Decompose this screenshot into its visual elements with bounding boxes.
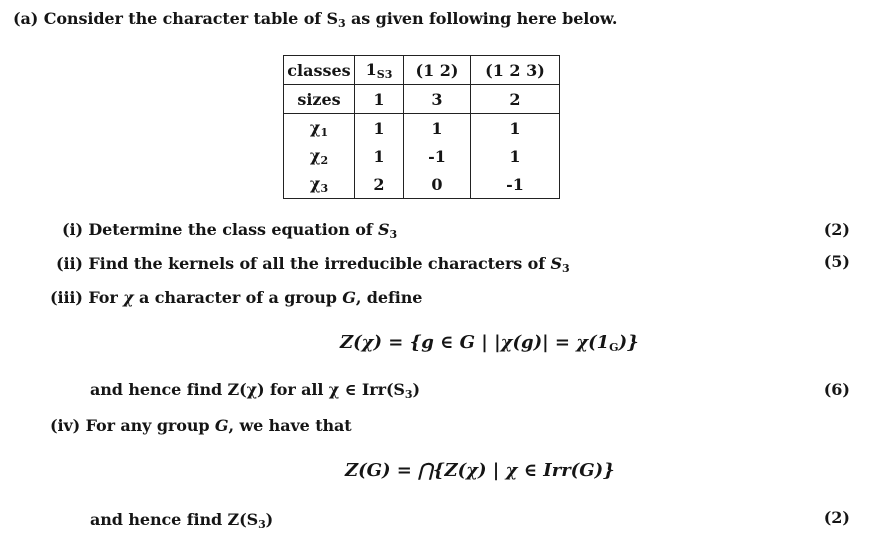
part-label: (ii)	[56, 254, 83, 273]
part-math: S	[378, 220, 390, 239]
question-label: (a)	[13, 9, 39, 28]
question-intro	[13, 9, 617, 30]
part-text: For any group	[85, 416, 215, 435]
part-subscript: 3	[389, 228, 398, 241]
part-text: and hence find Z(χ) for all χ ∈ Irr(S	[90, 380, 405, 399]
part-math: G	[214, 416, 229, 435]
table-row	[284, 114, 560, 143]
part-text: )	[265, 510, 274, 529]
part-iii	[50, 288, 422, 307]
part-text: , we have that	[228, 416, 352, 435]
character-label: $\chi_2$	[284, 142, 355, 170]
intro-tail: as given following here below.	[345, 9, 618, 28]
part-iv-hence	[90, 510, 273, 531]
part-math: S	[550, 254, 562, 273]
part-math: χ	[123, 288, 134, 307]
part-math: G	[342, 288, 356, 307]
table-cell: 2	[471, 85, 560, 114]
character-table	[283, 55, 560, 199]
table-cell: -1	[404, 142, 471, 170]
part-subscript: 3	[258, 518, 266, 531]
part-label: (i)	[62, 220, 83, 239]
table-cell: 3	[404, 85, 471, 114]
marks-part-iii: (6)	[823, 380, 850, 399]
table-cell: 2	[355, 170, 404, 199]
table-header-row	[284, 56, 560, 85]
table-cell: 1	[355, 142, 404, 170]
part-iv	[50, 416, 352, 435]
table-cell: 1	[404, 114, 471, 143]
part-subscript: 3	[561, 262, 570, 275]
part-text: , define	[355, 288, 423, 307]
part-label: (iii)	[50, 288, 83, 307]
part-text: Determine the class equation of	[88, 220, 379, 239]
marks-part-iv: (2)	[823, 508, 850, 527]
character-label: $\chi_3$	[284, 170, 355, 199]
table-row	[284, 142, 560, 170]
part-i	[62, 220, 397, 241]
table-cell: 1	[355, 85, 404, 114]
header-three-cycle-class: (1 2 3)	[471, 56, 560, 85]
part-text: )	[412, 380, 420, 399]
marks-part-ii: (5)	[823, 252, 850, 271]
marks-part-i: (2)	[823, 220, 850, 239]
table-cell: 1	[355, 114, 404, 143]
intro-text: Consider the character table of S	[43, 9, 338, 28]
part-text: Find the kernels of all the irreducible characters of	[88, 254, 551, 273]
table-cell: 1	[471, 114, 560, 143]
sizes-label: sizes	[284, 85, 355, 114]
table-sizes-row	[284, 85, 560, 114]
formula-center: Z(G) = ⋂{Z(χ) | χ ∈ Irr(G)}	[345, 460, 615, 481]
formula-z-chi: Z(χ) = {g ∈ G | $|\chi(g)| = \chi(1_G)$}	[340, 332, 639, 354]
part-subscript: 3	[404, 388, 413, 401]
header-identity-class: $1_{S3}$	[355, 56, 404, 85]
header-transposition-class: (1 2)	[404, 56, 471, 85]
part-text: and hence find Z(S	[90, 510, 259, 529]
part-text: For	[88, 288, 124, 307]
character-label: $\chi_1$	[284, 114, 355, 143]
part-iii-hence	[90, 380, 420, 401]
table-cell: 0	[404, 170, 471, 199]
part-ii	[56, 254, 570, 275]
table-cell: 1	[471, 142, 560, 170]
table-cell: -1	[471, 170, 560, 199]
part-label: (iv)	[50, 416, 81, 435]
table-row	[284, 170, 560, 199]
header-classes: classes	[284, 56, 355, 85]
part-text: a character of a group	[133, 288, 343, 307]
intro-subscript: 3	[337, 17, 346, 30]
